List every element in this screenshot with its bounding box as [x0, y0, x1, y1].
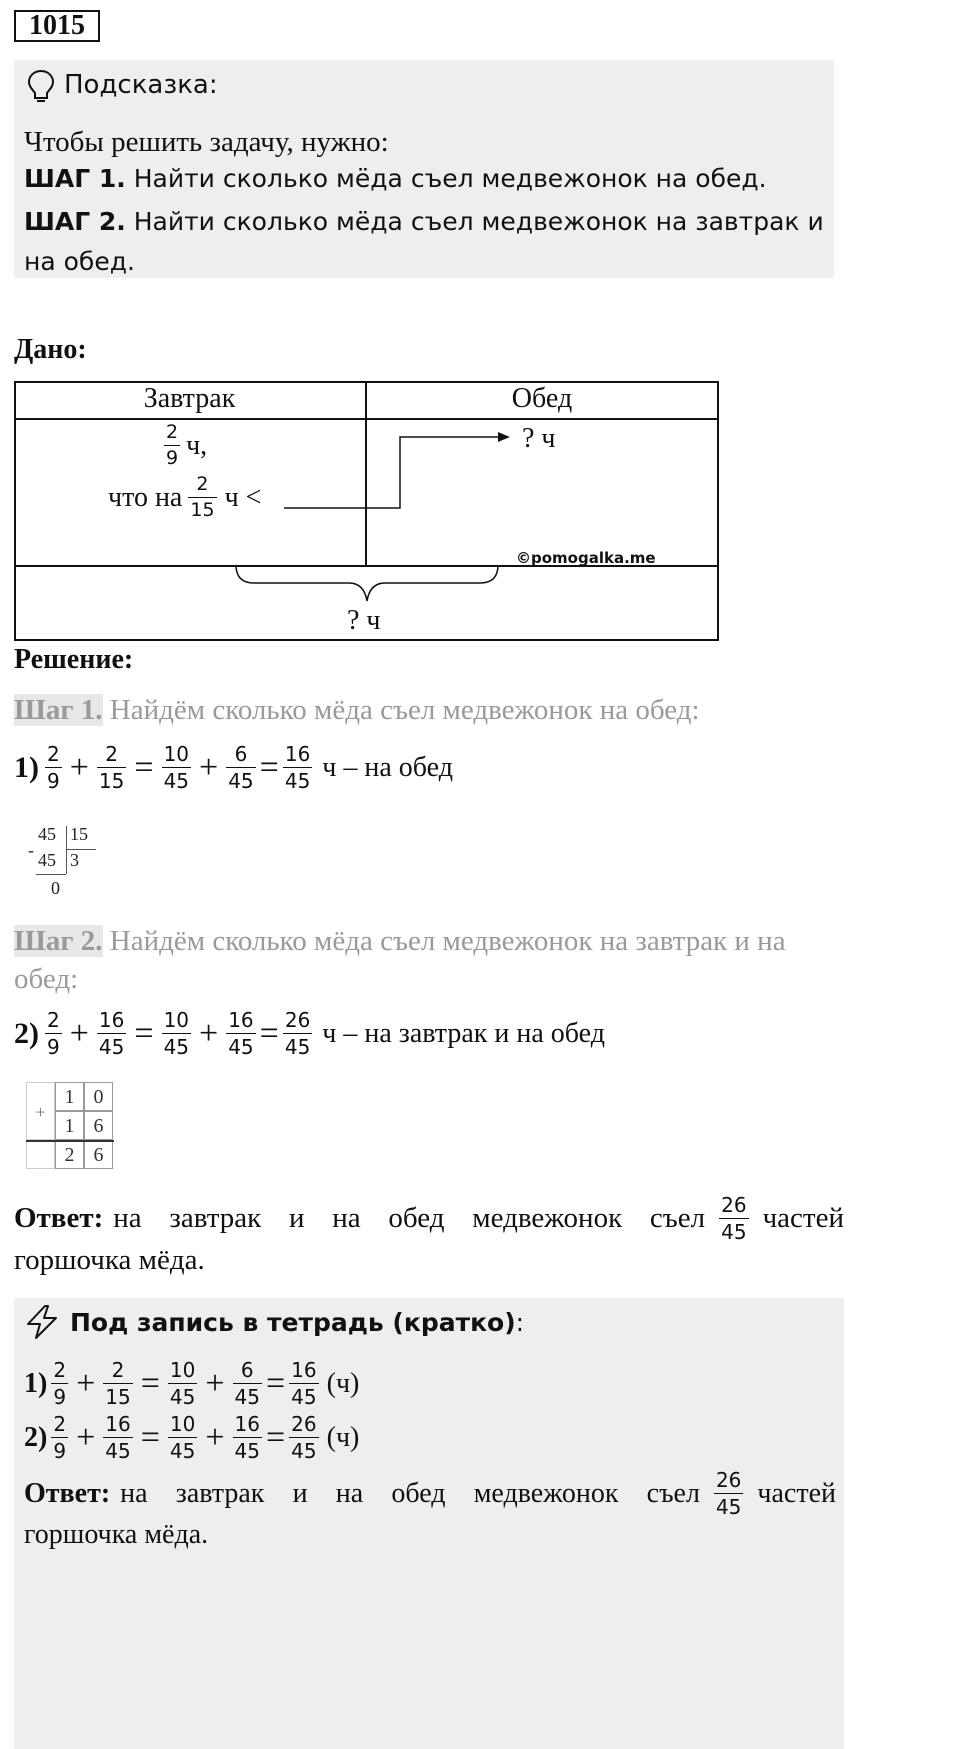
addition-r1c2: 0: [84, 1082, 113, 1111]
hint-step-1-text: Найти сколько мёда съел медвежонок на обед.: [125, 164, 767, 193]
plus-sign: +: [69, 1014, 89, 1052]
nb2-term-1: $\frac{2}{9}$: [53, 1412, 67, 1463]
nb2-term-5: $\frac{26}{45}$: [291, 1412, 317, 1463]
breakfast-fraction: $\frac{2}{9}$: [166, 421, 179, 469]
given-title: Дано:: [14, 334, 87, 365]
difference-prefix: что на: [108, 481, 183, 513]
brace: [14, 561, 719, 611]
addition-r1c1: 1: [55, 1082, 84, 1111]
eq1-term-5: $\frac{16}{45}$: [284, 742, 311, 793]
equation-2: [14, 1010, 605, 1057]
nb1-term-3: $\frac{10}{45}$: [169, 1358, 196, 1409]
plus-sign: +: [205, 1364, 225, 1402]
division-dividend: 45: [38, 824, 56, 844]
plus-sign: +: [205, 1418, 225, 1456]
equals-sign: =: [140, 1364, 160, 1402]
equation-1: [14, 744, 453, 791]
addition-r3c2: 6: [84, 1140, 113, 1169]
notebook-title: Под запись в тетрадь (кратко):: [70, 1308, 525, 1337]
answer-line-2: горшочка мёда.: [14, 1244, 205, 1276]
arrow-connector: [14, 381, 719, 567]
plus-sign: +: [199, 748, 219, 786]
notebook-answer-label: Ответ:: [24, 1477, 111, 1509]
hint-box: [14, 60, 834, 278]
notebook-answer-tail: частей: [757, 1477, 836, 1509]
nb2-term-2: $\frac{16}{45}$: [105, 1412, 131, 1463]
equation-2-index: 2): [14, 1016, 39, 1050]
watermark: ©pomogalka.me: [516, 549, 656, 567]
notebook-line-1-unit: (ч): [326, 1367, 360, 1399]
hint-step-2: [24, 202, 834, 282]
notebook-answer-text: на завтрак и на обед медвежонок съел: [120, 1477, 700, 1509]
notebook-line-2-unit: (ч): [326, 1421, 360, 1453]
division-quotient: 3: [70, 850, 79, 870]
answer-text: на завтрак и на обед медвежонок съел: [113, 1202, 706, 1234]
equals-sign: =: [259, 1014, 279, 1052]
eq1-term-1: $\frac{2}{9}$: [47, 742, 60, 793]
addition-r3c1: 2: [55, 1140, 84, 1169]
answer-label: Ответ:: [14, 1202, 104, 1234]
breakfast-unit: ч,: [186, 429, 208, 461]
step-2-text: Найдём сколько мёда съел медвежонок на завтрак и на: [102, 925, 786, 957]
hint-step-1-label: ШАГ 1.: [24, 164, 126, 193]
solution-title: Решение:: [14, 644, 134, 675]
nb1-term-2: $\frac{2}{15}$: [105, 1358, 131, 1409]
equation-1-suffix: ч – на обед: [322, 751, 453, 783]
step-2-text-cont: обед:: [14, 963, 79, 995]
hint-step-1: [24, 164, 767, 193]
notebook-box: [14, 1298, 844, 1749]
eq2-term-2: $\frac{16}{45}$: [98, 1008, 125, 1059]
difference-suffix: ч <: [224, 481, 262, 513]
step-2-label: Шаг 2.: [14, 925, 103, 957]
col-lunch-header: Обед: [511, 383, 573, 414]
nb2-term-3: $\frac{10}{45}$: [169, 1412, 196, 1463]
equals-sign: =: [140, 1418, 160, 1456]
eq1-term-4: $\frac{6}{45}$: [228, 742, 254, 793]
hint-intro: Чтобы решить задачу, нужно:: [24, 126, 389, 158]
notebook-line-2: [24, 1414, 359, 1461]
division-subtrahend: 45: [38, 850, 56, 870]
equals-sign: =: [265, 1418, 286, 1456]
notebook-answer-fraction: $\frac{26}{45}$: [715, 1468, 742, 1519]
given-table: [14, 381, 719, 641]
long-division: [28, 824, 108, 902]
equals-sign: =: [265, 1364, 286, 1402]
plus-sign: +: [69, 748, 89, 786]
equation-2-suffix: ч – на завтрак и на обед: [322, 1017, 605, 1049]
difference-fraction: $\frac{2}{15}$: [190, 473, 215, 521]
equals-sign: =: [134, 748, 154, 786]
notebook-line-2-index: 2): [24, 1421, 48, 1453]
step-2-heading: [14, 922, 849, 998]
answer: [14, 1195, 844, 1277]
eq2-term-1: $\frac{2}{9}$: [47, 1008, 60, 1059]
eq2-term-4: $\frac{16}{45}$: [228, 1008, 254, 1059]
hint-title: Подсказка:: [64, 70, 218, 100]
notebook-line-1: [24, 1360, 359, 1407]
plus-sign: +: [199, 1014, 219, 1052]
lightbulb-icon: [26, 68, 56, 104]
notebook-answer: [24, 1470, 836, 1551]
step-1-text: Найдём сколько мёда съел медвежонок на обед:: [102, 694, 700, 726]
addition-r2c1: 1: [55, 1111, 84, 1140]
eq1-term-2: $\frac{2}{15}$: [98, 742, 125, 793]
plus-sign: +: [76, 1418, 96, 1456]
hint-step-2-text: Найти сколько мёда съел медвежонок на завтрак и на обед.: [24, 207, 824, 276]
notebook-answer-line-2: горшочка мёда.: [24, 1519, 209, 1550]
division-divisor: 15: [70, 824, 88, 844]
nb1-term-1: $\frac{2}{9}$: [53, 1358, 67, 1409]
lunch-question: ? ч: [522, 423, 556, 454]
hint-step-2-label: ШАГ 2.: [24, 207, 126, 236]
eq2-term-3: $\frac{10}{45}$: [163, 1008, 190, 1059]
nb1-term-5: $\frac{16}{45}$: [291, 1358, 317, 1409]
plus-sign: +: [76, 1364, 96, 1402]
answer-tail: частей: [762, 1202, 844, 1234]
eq2-term-5: $\frac{26}{45}$: [284, 1008, 311, 1059]
division-minus: -: [28, 840, 34, 860]
answer-fraction: $\frac{26}{45}$: [721, 1193, 747, 1244]
eq1-term-3: $\frac{10}{45}$: [163, 742, 190, 793]
notebook-line-1-index: 1): [24, 1367, 48, 1399]
equals-sign: =: [259, 748, 279, 786]
addition-r2c2: 6: [84, 1111, 113, 1140]
col-breakfast-header: Завтрак: [143, 383, 236, 414]
addition-empty-cell: [26, 1140, 55, 1169]
equation-1-index: 1): [14, 750, 39, 784]
nb2-term-4: $\frac{16}{45}$: [234, 1412, 260, 1463]
nb1-term-4: $\frac{6}{45}$: [234, 1358, 260, 1409]
division-remainder: 0: [51, 878, 60, 898]
step-1-heading: [14, 694, 700, 727]
column-addition: [26, 1082, 114, 1170]
total-question: ? ч: [347, 605, 381, 636]
lightning-icon: [24, 1304, 60, 1340]
equals-sign: =: [134, 1014, 154, 1052]
task-number: 1015: [14, 10, 100, 42]
addition-plus: +: [26, 1082, 55, 1140]
step-1-label: Шаг 1.: [14, 694, 103, 726]
